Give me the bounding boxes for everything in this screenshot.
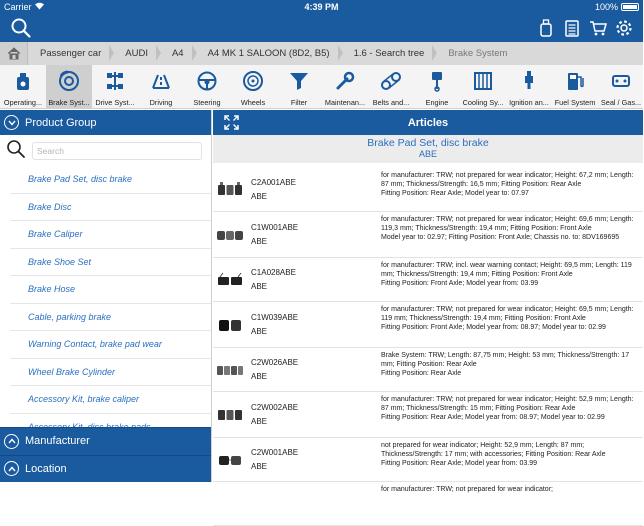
carrier-label: Carrier [4,2,32,12]
belt-icon [378,69,404,93]
expand-icon[interactable] [223,114,240,131]
list-item[interactable]: Brake Caliper [10,221,211,249]
table-row[interactable] [213,302,643,348]
cart-icon[interactable] [589,17,607,39]
brake-pad-thumbnail [213,348,247,391]
category-maintenance[interactable]: Maintenan... [322,65,368,109]
top-bar [0,14,643,42]
breadcrumb-item[interactable]: A4 MK 1 SALOON (8D2, B5) [196,42,342,65]
brand-subtitle: ABE [418,149,437,159]
article-brand: ABE [251,417,268,426]
list-item[interactable]: Cable, parking brake [10,304,211,332]
article-number: C2W002ABE [251,403,299,412]
category-bar [0,65,643,109]
category-engine[interactable]: Engine [414,65,460,109]
drivetrain-icon [102,69,128,93]
wheel-icon [240,69,266,93]
category-ignition[interactable]: Ignition an... [506,65,552,109]
article-brand: ABE [251,192,268,201]
article-description: not prepared for wear indicator; Height: 52,9 mm; Length: 87 mm; Thickness/Strength: 17 mm; with accessories; Fitting Position: Rear Axle Fitting Position: Rear Axle; Model year from: 03.99 [381,442,606,467]
spark-plug-icon [516,69,542,93]
filter-sections [0,427,211,482]
brake-pad-thumbnail [213,258,247,301]
category-filter[interactable]: Filter [276,65,322,109]
gear-icon[interactable] [615,17,633,39]
table-row[interactable] [213,392,643,438]
search-icon[interactable] [10,17,32,39]
category-drive-system[interactable]: Drive Syst... [92,65,138,109]
chevron-up-icon [4,461,19,476]
location-section[interactable] [0,455,211,483]
article-brand: ABE [251,462,268,471]
list-item[interactable]: Brake Disc [10,194,211,222]
article-number: C2W026ABE [251,358,299,367]
article-number: C1W001ABE [251,223,299,232]
table-row[interactable] [213,482,643,526]
battery-percent: 100% [594,2,618,12]
product-group-header[interactable] [0,110,211,135]
category-operating[interactable]: Operating... [0,65,46,109]
filter-icon [286,69,312,93]
chevron-down-icon [4,115,19,130]
status-bar [0,0,643,14]
battery-icon [621,3,639,11]
list-item[interactable]: Accessory Kit, brake caliper [10,386,211,414]
table-row[interactable] [213,212,643,258]
list-item[interactable]: Warning Contact, brake pad wear [10,331,211,359]
article-description: for manufacturer: TRW; incl. wear warning contact; Height: 69,5 mm; Length: 119 mm; Thickness/Strength: 19,4 mm; Fitting Position: Front Axle Fitting Position: Front Axle; Model year from: 03.99 [381,262,632,287]
category-fuel-system[interactable]: Fuel System [552,65,598,109]
product-group-title: Product Group [25,116,97,129]
product-title: Brake Pad Set, disc brake [367,137,489,149]
articles-panel [213,110,643,493]
article-description: for manufacturer: TRW; not prepared for wear indicator; Height: 69,6 mm; Length: 119,3 mm; Thickness/Strength: 19,4 mm; Fitting Position: Front Axle Model year to: 02.97; Fitting Position: Front Axle; Chassis no. to: 8DV169695 [381,216,634,241]
list-item[interactable]: Brake Hose [10,276,211,304]
article-description: Brake System: TRW; Length: 87,75 mm; Height: 53 mm; Thickness/Strength: 17 mm; Fitting Position: Rear Axle Fitting Position: Rear Axle [381,352,630,377]
list-item[interactable]: Brake Pad Set, disc brake [10,166,211,194]
article-brand: ABE [251,237,268,246]
manufacturer-section[interactable] [0,427,211,455]
article-number: C2A001ABE [251,178,296,187]
product-group-panel [0,110,212,482]
steering-icon [194,69,220,93]
product-search [6,140,206,162]
article-number: C1A028ABE [251,268,296,277]
oil-can-icon [10,69,36,93]
radiator-icon [470,69,496,93]
article-description: for manufacturer: TRW; not prepared for wear indicator; Height: 67,2 mm; Length: 87 mm; Thickness/Strength: 16,5 mm; Fitting Position: Rear Axle Fitting Position: Rear Axle; Model year to: 07.97 [381,172,634,197]
notes-icon[interactable] [563,17,581,39]
category-seal[interactable]: Seal / Gas... [598,65,644,109]
toolbar-icons [537,17,633,39]
category-steering[interactable]: Steering [184,65,230,109]
breadcrumb-item[interactable]: Passenger car [28,42,113,65]
category-wheels[interactable]: Wheels [230,65,276,109]
wrench-icon [332,69,358,93]
category-cooling[interactable]: Cooling Sy... [460,65,506,109]
brake-pad-thumbnail [213,212,247,257]
product-group-list [0,166,211,427]
home-icon[interactable] [0,42,28,65]
battery-indicator [595,2,639,12]
steering-wheel-icon [148,69,174,93]
article-description: for manufacturer: TRW; not prepared for wear indicator; Height: 52,9 mm; Length: 87 mm; Thickness/Strength: 15 mm; Fitting Position: Rear Axle Fitting Position: Rear Axle; Model year from: 08.97; Model year to: 02.99 [381,396,634,421]
search-input[interactable] [32,142,202,160]
article-number: C2W001ABE [251,448,299,457]
article-group-title [213,135,643,163]
table-row[interactable] [213,348,643,392]
brake-disc-icon [56,69,82,93]
articles-list [213,168,643,493]
oil-bottle-icon[interactable] [537,17,555,39]
manufacturer-label: Manufacturer [25,435,90,448]
breadcrumb-item[interactable]: AUDI [113,42,160,65]
location-label: Location [25,462,67,475]
category-belts[interactable]: Belts and... [368,65,414,109]
table-row[interactable] [213,258,643,302]
table-row[interactable] [213,438,643,482]
chevron-up-icon [4,434,19,449]
seal-icon [608,69,634,93]
breadcrumb [0,42,643,65]
list-item[interactable]: Brake Shoe Set [10,249,211,277]
article-description: for manufacturer: TRW; not prepared for wear indicator; Height: 69,5 mm; Length: 119 mm; Thickness/Strength: 19,4 mm; Fitting Position: Front Axle Fitting Position: Front Axle; Model year from: 08.97; Model year to: 02.99 [381,306,634,331]
articles-title: Articles [407,116,449,129]
article-brand: ABE [251,282,268,291]
category-brake-system[interactable]: Brake Syst... [46,65,92,109]
article-number: C1W039ABE [251,313,299,322]
brake-pad-thumbnail [213,392,247,437]
articles-header [213,110,643,135]
category-driving[interactable]: Driving [138,65,184,109]
piston-icon [424,69,450,93]
brake-pad-thumbnail [213,168,247,211]
article-brand: ABE [251,327,268,336]
fuel-pump-icon [562,69,588,93]
brake-pad-thumbnail [213,438,247,481]
clock: 4:39 PM [304,2,339,12]
list-item[interactable]: Wheel Brake Cylinder [10,359,211,387]
brake-pad-thumbnail [213,302,247,347]
article-description: for manufacturer: TRW; not prepared for wear indicator; [381,486,553,493]
breadcrumb-item[interactable]: 1.6 - Search tree [342,42,437,65]
search-icon [6,139,26,164]
article-brand: ABE [251,372,268,381]
breadcrumb-item[interactable]: A4 [160,42,196,65]
breadcrumb-current: Brake System [448,48,508,59]
table-row[interactable] [213,168,643,212]
brake-pad-thumbnail [213,482,247,525]
